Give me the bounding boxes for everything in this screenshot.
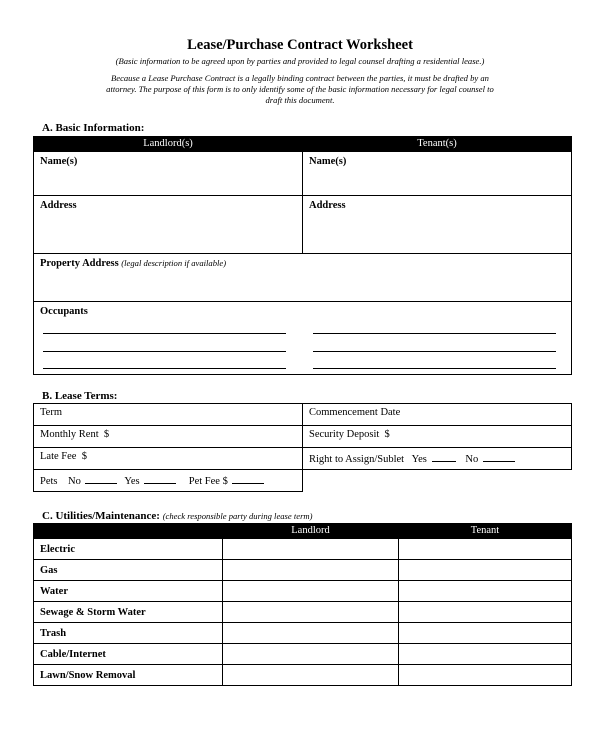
occupant-line-left-1[interactable] [43,333,286,334]
pets-yes-blank[interactable] [144,473,176,484]
utility-tenant-check[interactable] [399,560,572,581]
term-label: Term [40,407,63,418]
commencement-date-label: Commencement Date [309,407,401,418]
utility-tenant-check[interactable] [399,581,572,602]
utility-tenant-check[interactable] [399,623,572,644]
utility-name: Lawn/Snow Removal [34,665,223,686]
utility-name: Water [34,581,223,602]
section-c-title [42,510,312,522]
utility-row [34,644,572,665]
landlord-address-field[interactable] [34,196,303,254]
section-a-title: A. Basic Information: [42,122,145,134]
intro-line-3: draft this document. [265,95,335,105]
property-address-label: Property Address [40,258,119,269]
section-c-title-text: C. Utilities/Maintenance: [42,510,160,522]
utility-header-blank [34,524,223,539]
tenant-header: Tenant(s) [303,137,572,152]
assign-no-label: No [465,454,479,465]
tenant-address-label: Address [309,200,346,211]
utility-name: Cable/Internet [34,644,223,665]
utility-tenant-check[interactable] [399,539,572,560]
security-deposit-field[interactable] [303,426,572,448]
section-b-title: B. Lease Terms: [42,390,118,402]
utility-landlord-check[interactable] [223,539,399,560]
occupant-line-right-2[interactable] [313,351,556,352]
page-title: Lease/Purchase Contract Worksheet [187,37,413,53]
pets-field [34,470,303,492]
section-c-note: (check responsible party during lease term) [162,511,313,521]
assign-sublet-label: Right to Assign/Sublet [309,454,405,465]
basic-information-table [33,136,572,375]
late-fee-currency: $ [81,451,87,462]
monthly-rent-field[interactable] [34,426,303,448]
monthly-rent-currency: $ [103,429,110,440]
utility-landlord-check[interactable] [223,602,399,623]
utility-tenant-check[interactable] [399,665,572,686]
security-deposit-label: Security Deposit [309,429,380,440]
pets-no-label: No [68,476,81,487]
landlord-header: Landlord(s) [34,137,303,152]
occupant-line-right-3[interactable] [313,368,556,369]
late-fee-field[interactable] [34,448,303,470]
property-address-field[interactable] [34,254,572,302]
utility-row [34,539,572,560]
pets-row-empty [303,470,572,492]
subtitle: (Basic information to be agreed upon by parties and provided to legal counsel drafting a residential lease.) [115,56,485,66]
assign-yes-label: Yes [411,454,427,465]
utility-name: Electric [34,539,223,560]
assign-no-blank[interactable] [483,451,515,462]
pets-label: Pets [40,476,58,487]
pet-fee-label: Pet Fee $ [188,476,228,487]
commencement-date-field[interactable] [303,404,572,426]
utility-tenant-check[interactable] [399,602,572,623]
utility-name: Sewage & Storm Water [34,602,223,623]
utility-row [34,602,572,623]
landlord-name-field[interactable] [34,152,303,196]
utility-tenant-check[interactable] [399,644,572,665]
occupants-field[interactable] [34,302,572,375]
utility-name: Trash [34,623,223,644]
tenant-name-label: Name(s) [309,156,347,167]
security-deposit-currency: $ [384,429,390,440]
utility-row [34,560,572,581]
pet-fee-blank[interactable] [232,473,264,484]
occupant-line-left-2[interactable] [43,351,286,352]
property-address-note: (legal description if available) [121,258,227,268]
occupants-label: Occupants [40,306,88,317]
tenant-address-field[interactable] [303,196,572,254]
occupant-line-right-1[interactable] [313,333,556,334]
term-field[interactable] [34,404,303,426]
utility-landlord-check[interactable] [223,581,399,602]
landlord-address-label: Address [40,200,77,211]
intro-line-2: attorney. The purpose of this form is to only identify some of the basic information necessary for legal counsel to [106,84,494,94]
lease-terms-table [33,403,572,492]
utility-landlord-header: Landlord [223,524,399,539]
utility-row [34,581,572,602]
utility-tenant-header: Tenant [399,524,572,539]
utility-landlord-check[interactable] [223,623,399,644]
monthly-rent-label: Monthly Rent [40,429,99,440]
pets-yes-label: Yes [124,476,140,487]
utility-row [34,665,572,686]
utility-row [34,623,572,644]
utility-landlord-check[interactable] [223,665,399,686]
late-fee-label: Late Fee [40,451,77,462]
assign-yes-blank[interactable] [432,451,456,462]
tenant-name-field[interactable] [303,152,572,196]
landlord-name-label: Name(s) [40,156,78,167]
utility-landlord-check[interactable] [223,644,399,665]
intro-line-1: Because a Lease Purchase Contract is a legally binding contract between the parties, it must be drafted by an [111,73,489,83]
utilities-table [33,523,572,686]
occupant-line-left-3[interactable] [43,368,286,369]
utility-landlord-check[interactable] [223,560,399,581]
assign-sublet-field [303,448,572,470]
utility-name: Gas [34,560,223,581]
pets-no-blank[interactable] [85,473,117,484]
